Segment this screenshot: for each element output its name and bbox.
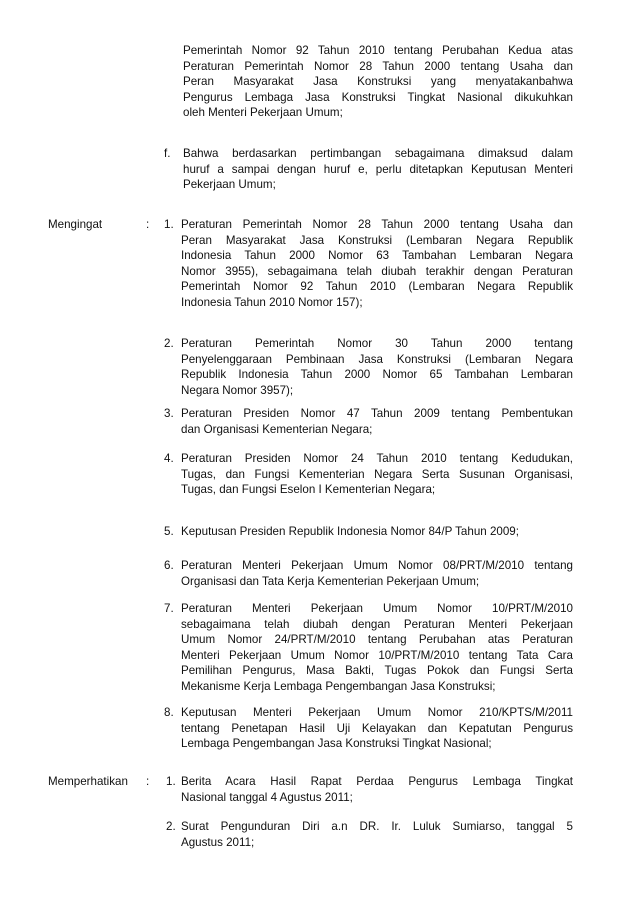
text-line: Indonesia Tahun 2010 Nomor 157); — [181, 295, 363, 309]
item-number: 6. — [164, 559, 174, 572]
item-number: 1. — [166, 775, 176, 788]
text-line: Peraturan Presiden Nomor 47 Tahun 2009 tentang Pembentukan — [181, 407, 573, 420]
item-number: 2. — [166, 820, 176, 833]
text-line: Pekerjaan Umum; — [183, 178, 276, 192]
text-line: Pengurus Lembaga Jasa Konstruksi Tingkat Nasional dikukuhkan — [183, 90, 573, 104]
text-line: dan Organisasi Kementerian Negara; — [181, 422, 373, 436]
item-text — [181, 705, 573, 752]
text-line: Lembaga Pengembangan Jasa Konstruksi Tingkat Nasional; — [181, 737, 492, 751]
text-line: Menteri Pekerjaan Umum Nomor 10/PRT/M/2010 tentang Tata Cara — [181, 648, 573, 662]
text-line: Nomor 3955), sebagaimana telah diubah terakhir dengan Peraturan — [181, 264, 573, 278]
text-line: Republik Indonesia Tahun 2000 Nomor 65 Tambahan Lembaran — [181, 368, 573, 382]
item-text — [181, 774, 573, 805]
text-line: Peran Masyarakat Jasa Konstruksi (Lembaran Negara Republik — [181, 233, 573, 247]
text-line: Pemilihan Pengurus, Masa Bakti, Tugas Pokok dan Fungsi Serta — [181, 664, 573, 678]
text-line: Bahwa berdasarkan pertimbangan sebagaimana dimaksud dalam — [183, 147, 573, 160]
text-line: Peraturan Presiden Nomor 24 Tahun 2010 tentang Kedudukan, — [181, 452, 573, 465]
text-line: Pemerintah Nomor 92 Tahun 2010 tentang Perubahan Kedua atas — [183, 44, 573, 57]
item-text — [181, 601, 573, 695]
intro-paragraph — [183, 43, 573, 121]
text-line: Peraturan Pemerintah Nomor 28 Tahun 2000 tentang Usaha dan — [181, 218, 573, 231]
text-line: Penyelenggaraan Pembinaan Jasa Konstruksi (Lembaran Negara — [181, 352, 573, 366]
text-line: oleh Menteri Pekerjaan Umum; — [183, 106, 343, 120]
item-text — [181, 217, 573, 311]
text-line: Keputusan Presiden Republik Indonesia Nomor 84/P Tahun 2009; — [181, 525, 519, 538]
text-line: Berita Acara Hasil Rapat Perdaa Pengurus Lembaga Tingkat — [181, 775, 573, 788]
text-line: Tugas, dan Fungsi Kementerian Negara Serta Susunan Organisasi, — [181, 467, 573, 481]
item-number: 7. — [164, 602, 174, 615]
text-line: huruf a sampai dengan huruf e, perlu ditetapkan Keputusan Menteri — [183, 162, 573, 176]
item-text — [181, 336, 573, 398]
text-line: Tugas, dan Fungsi Eselon I Kementerian Negara; — [181, 483, 436, 497]
text-line: Umum Nomor 24/PRT/M/2010 tentang Perubahan atas Peraturan — [181, 633, 573, 647]
text-line: Peraturan Menteri Pekerjaan Umum Nomor 10/PRT/M/2010 — [181, 602, 573, 615]
text-line: Peraturan Pemerintah Nomor 28 Tahun 2000 tentang Usaha dan — [183, 59, 573, 73]
text-line: Pemerintah Nomor 92 Tahun 2010 (Lembaran Negara Republik — [181, 280, 573, 294]
item-number: f. — [164, 147, 171, 160]
section-colon: : — [146, 775, 150, 788]
text-line: Agustus 2011; — [181, 835, 255, 849]
text-line: Indonesia Tahun 2000 Nomor 63 Tambahan Lembaran Negara — [181, 249, 573, 263]
text-line: Keputusan Menteri Pekerjaan Umum Nomor 210/KPTS/M/2011 — [181, 706, 573, 719]
item-text — [181, 406, 573, 437]
section-label: Memperhatikan — [48, 775, 128, 788]
text-line: Nasional tanggal 4 Agustus 2011; — [181, 790, 353, 804]
text-line: Peran Masyarakat Jasa Konstruksi yang menyatakanbahwa — [183, 75, 573, 89]
section-colon: : — [146, 218, 150, 231]
item-text — [181, 451, 573, 498]
text-line: Organisasi dan Tata Kerja Kementerian Pekerjaan Umum; — [181, 574, 480, 588]
item-text — [181, 819, 573, 850]
item-number: 4. — [164, 452, 174, 465]
section-label: Mengingat — [48, 218, 103, 231]
item-text — [183, 146, 573, 193]
item-text — [181, 524, 573, 540]
text-line: sebagaimana telah diubah dengan Peraturan Menteri Pekerjaan — [181, 617, 573, 631]
item-number: 3. — [164, 407, 174, 420]
item-number: 8. — [164, 706, 174, 719]
text-line: tentang Penetapan Hasil Uji Kelayakan dan Kepatutan Pengurus — [181, 721, 573, 735]
item-number: 1. — [164, 218, 174, 231]
text-line: Peraturan Pemerintah Nomor 30 Tahun 2000 tentang — [181, 337, 573, 350]
item-number: 2. — [164, 337, 174, 350]
item-text — [181, 558, 573, 589]
item-number: 5. — [164, 525, 174, 538]
text-line: Peraturan Menteri Pekerjaan Umum Nomor 08/PRT/M/2010 tentang — [181, 559, 573, 572]
text-line: Negara Nomor 3957); — [181, 383, 294, 397]
text-line: Mekanisme Kerja Lembaga Pengembangan Jasa Konstruksi; — [181, 679, 496, 693]
text-line: Surat Pengunduran Diri a.n DR. Ir. Luluk Sumiarso, tanggal 5 — [181, 820, 573, 833]
